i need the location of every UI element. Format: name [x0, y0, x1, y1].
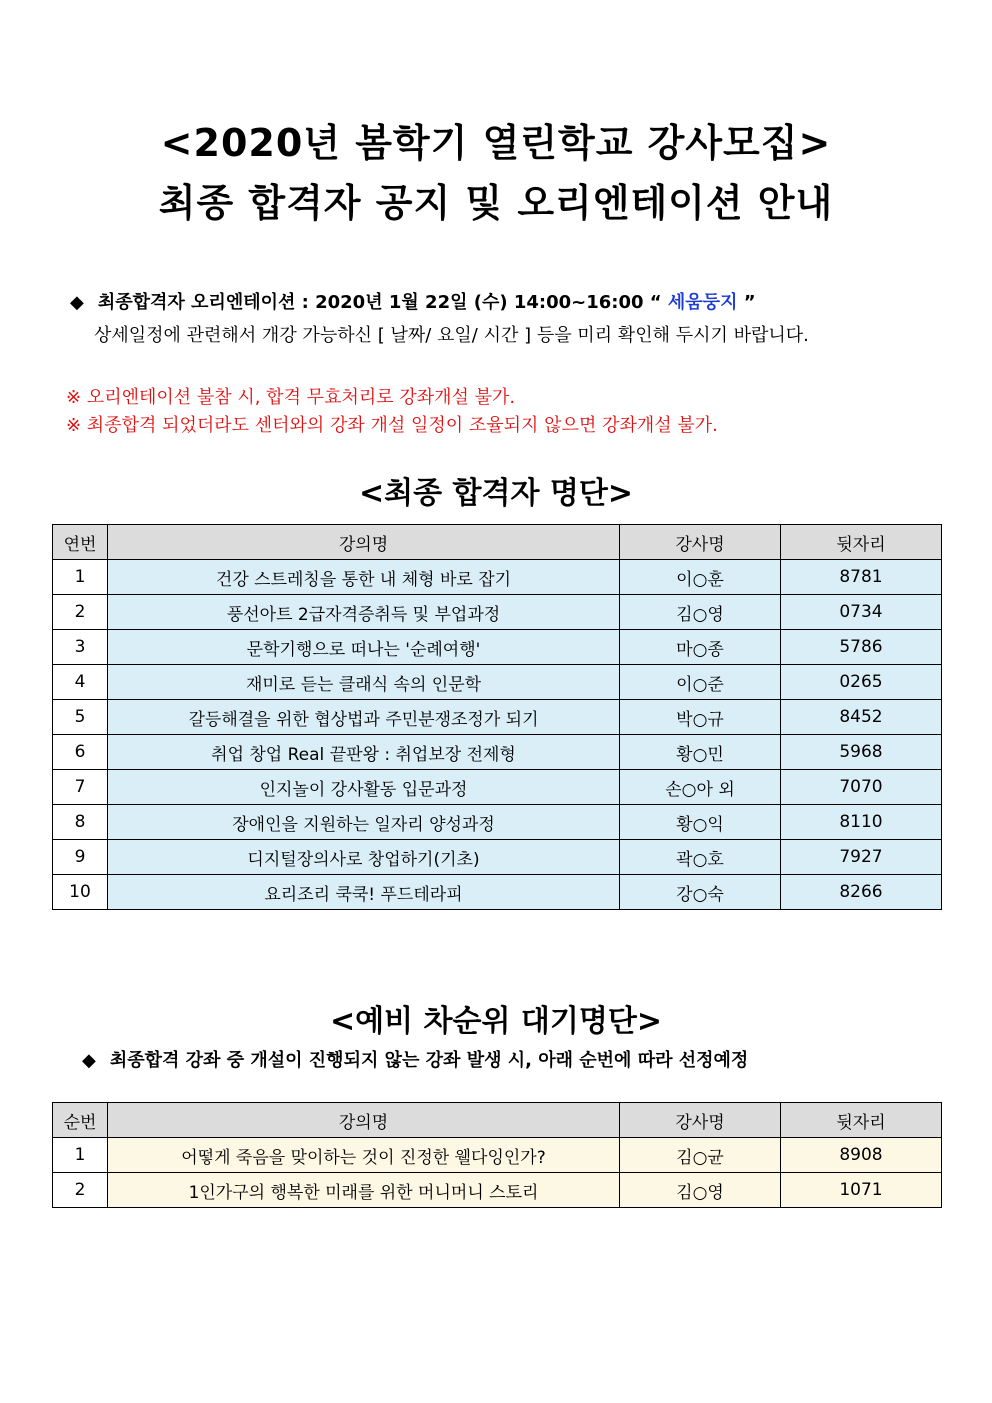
table-row [53, 735, 942, 770]
cell-course: 건강 스트레칭을 통한 내 체형 바로 잡기 [108, 560, 620, 595]
cell-no: 2 [53, 595, 108, 630]
cell-instructor: 이○훈 [620, 560, 781, 595]
cell-course: 갈등해결을 위한 협상법과 주민분쟁조정가 되기 [108, 700, 620, 735]
cell-course: 인지놀이 강사활동 입문과정 [108, 770, 620, 805]
table-row [53, 770, 942, 805]
cell-instructor: 마○종 [620, 630, 781, 665]
cell-course: 풍선아트 2급자격증취득 및 부업과정 [108, 595, 620, 630]
table-row [53, 840, 942, 875]
cell-no: 7 [53, 770, 108, 805]
cell-course: 취업 창업 Real 끝판왕 : 취업보장 전제형 [108, 735, 620, 770]
cell-no: 3 [53, 630, 108, 665]
finalists-table [52, 524, 942, 910]
cell-course: 문학기행으로 떠나는 '순례여행' [108, 630, 620, 665]
header-digits: 뒷자리 [781, 1103, 942, 1138]
cell-digits: 1071 [781, 1173, 942, 1208]
cell-no: 6 [53, 735, 108, 770]
waitlist-note: 최종합격 강좌 중 개설이 진행되지 않는 강좌 발생 시, 아래 순번에 따라 선정예정 [109, 1050, 749, 1071]
header-instructor: 강사명 [620, 525, 781, 560]
diamond-bullet-icon: ◆ [70, 292, 84, 313]
orientation-detail: 상세일정에 관련해서 개강 가능하신 [ 날짜/ 요일/ 시간 ] 등을 미리 확인해 두시기 바랍니다. [94, 325, 809, 346]
orientation-line [70, 288, 756, 314]
cell-instructor: 손○아 외 [620, 770, 781, 805]
cell-no: 2 [53, 1173, 108, 1208]
header-no: 연번 [53, 525, 108, 560]
cell-digits: 8110 [781, 805, 942, 840]
cell-course: 재미로 듣는 클래식 속의 인문학 [108, 665, 620, 700]
cell-digits: 5968 [781, 735, 942, 770]
page-title-line2: 최종 합격자 공지 및 오리엔테이션 안내 [158, 181, 834, 225]
table-row [53, 665, 942, 700]
cell-digits: 8781 [781, 560, 942, 595]
orientation-venue: 세움둥지 [667, 292, 738, 313]
cell-course: 어떻게 죽음을 맞이하는 것이 진정한 웰다잉인가? [108, 1138, 620, 1173]
waitlist-table [52, 1102, 942, 1208]
cell-course: 요리조리 쿡쿡! 푸드테라피 [108, 875, 620, 910]
waitlist-note-line [82, 1046, 748, 1072]
cell-instructor: 김○균 [620, 1138, 781, 1173]
cell-digits: 0265 [781, 665, 942, 700]
cell-instructor: 김○영 [620, 595, 781, 630]
cell-no: 4 [53, 665, 108, 700]
cell-digits: 7070 [781, 770, 942, 805]
header-course: 강의명 [108, 525, 620, 560]
table-header-row [53, 525, 942, 560]
table-row [53, 630, 942, 665]
cell-digits: 8452 [781, 700, 942, 735]
cell-no: 5 [53, 700, 108, 735]
cell-digits: 5786 [781, 630, 942, 665]
notice-1: ※ 오리엔테이션 불참 시, 합격 무효처리로 강좌개설 불가. [66, 387, 516, 408]
cell-instructor: 김○영 [620, 1173, 781, 1208]
table-row [53, 805, 942, 840]
table-header-row [53, 1103, 942, 1138]
finalists-title: <최종 합격자 명단> [358, 476, 634, 511]
cell-course: 디지털장의사로 창업하기(기초) [108, 840, 620, 875]
cell-digits: 8908 [781, 1138, 942, 1173]
header-digits: 뒷자리 [781, 525, 942, 560]
cell-instructor: 곽○호 [620, 840, 781, 875]
table-row [53, 595, 942, 630]
table-row [53, 875, 942, 910]
cell-instructor: 강○숙 [620, 875, 781, 910]
cell-digits: 7927 [781, 840, 942, 875]
cell-no: 9 [53, 840, 108, 875]
cell-no: 10 [53, 875, 108, 910]
cell-course: 장애인을 지원하는 일자리 양성과정 [108, 805, 620, 840]
cell-course: 1인가구의 행복한 미래를 위한 머니머니 스토리 [108, 1173, 620, 1208]
cell-digits: 0734 [781, 595, 942, 630]
orientation-label: 최종합격자 오리엔테이션 : 2020년 1월 22일 (수) 14:00~16:00 “ [97, 292, 662, 313]
diamond-bullet-icon: ◆ [82, 1050, 96, 1071]
orientation-closing-quote: ” [743, 292, 756, 313]
header-instructor: 강사명 [620, 1103, 781, 1138]
cell-no: 1 [53, 1138, 108, 1173]
table-row [53, 1173, 942, 1208]
page-title-line1: <2020년 봄학기 열린학교 강사모집> [160, 121, 832, 165]
table-row [53, 1138, 942, 1173]
cell-digits: 8266 [781, 875, 942, 910]
table-row [53, 700, 942, 735]
notice-2: ※ 최종합격 되었더라도 센터와의 강좌 개설 일정이 조율되지 않으면 강좌개설 불가. [66, 415, 718, 436]
cell-instructor: 황○익 [620, 805, 781, 840]
header-order: 순번 [53, 1103, 108, 1138]
cell-instructor: 이○준 [620, 665, 781, 700]
header-course: 강의명 [108, 1103, 620, 1138]
cell-instructor: 박○규 [620, 700, 781, 735]
waitlist-title: <예비 차순위 대기명단> [330, 1004, 662, 1039]
cell-no: 8 [53, 805, 108, 840]
cell-instructor: 황○민 [620, 735, 781, 770]
cell-no: 1 [53, 560, 108, 595]
table-row [53, 560, 942, 595]
